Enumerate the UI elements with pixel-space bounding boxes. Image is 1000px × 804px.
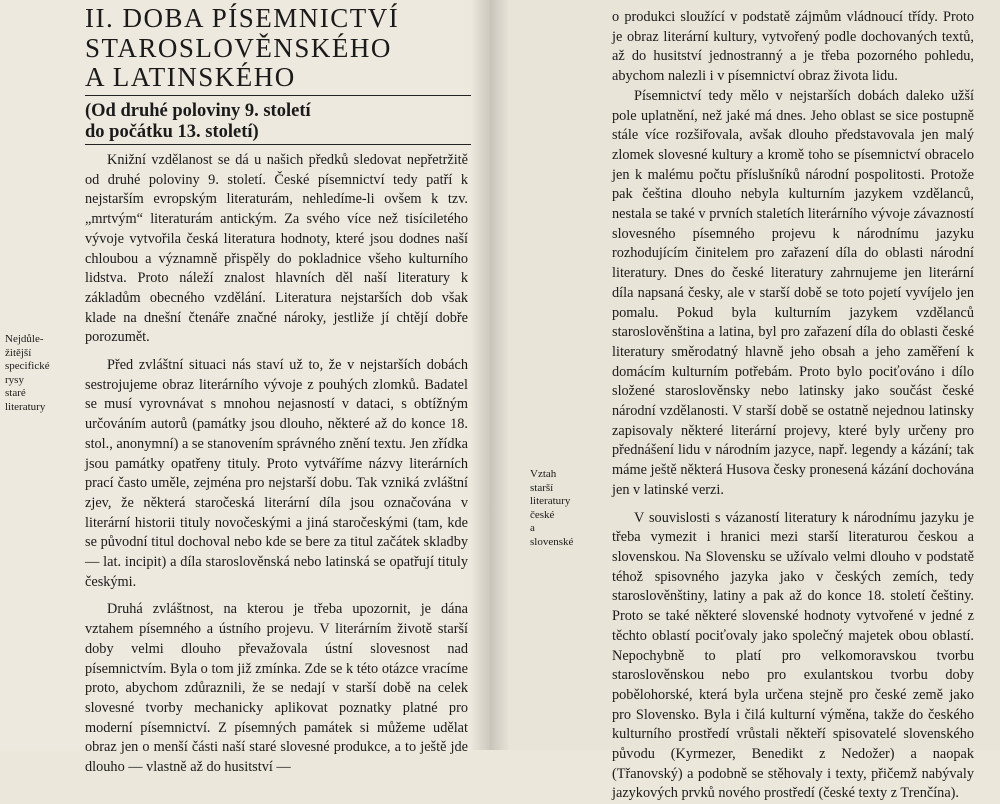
right-page-text	[612, 8, 974, 804]
marginal-left-line: literatury	[5, 400, 46, 413]
paragraph: Před zvláštní situaci nás staví už to, že v nejstarších dobách sestrojujeme obraz literárního vývoje z pouhých zlomků. Badatel se musí vyrovnávat s mnohou nejasností v dataci, s obtížným určováním autorů (památky jsou dlouho, některé až do konce 18. stol., anonymní) a se stanovením správného znění textu. Jen zřídka jsou památky opatřeny tituly. Proto vytváříme názvy literárních prací často uměle, zejména pro nejstarší dobu. Tak vzniká zvláštní zjev, že některá staročeská literární díla jsou označována v literární historii tituly novočeskými a jiná staročeskými (tam, kde se původní titul dochoval nebo kde se bere za titul začátek skladby — lat. incipit) a díla staroslověnská nebo latinská se opatřují tituly českými.	[85, 357, 468, 590]
left-page	[0, 0, 490, 776]
marginal-left-line: staré	[5, 387, 26, 399]
paragraph: Druhá zvláštnost, na kterou je třeba upozornit, je dána vztahem písemného a ústního projevu. V literárním životě starší doby velmi dlouho převažovala ústní slovesnost nad písemnictvím. Byla o tom již zmínka. Zde se k této otázce vracíme proto, abychom zdůraznili, že se nedají v starší době na celek slovesné tvorby mechanicky aplikovat poznatky platné pro moderní písemnictví. Z písemných památek si můžeme udělat obraz jen o menší části naší staré slovesné produkce, a to ještě jde dlouho — vlastně až do husitství —	[85, 601, 468, 776]
chapter-title	[85, 4, 475, 93]
marginal-right-line: slovenské	[530, 535, 574, 548]
marginal-note-left	[5, 333, 75, 414]
marginal-note-right	[530, 468, 600, 549]
chapter-title-line-3: A LATINSKÉHO	[85, 62, 296, 92]
left-page-text	[85, 151, 468, 778]
marginal-left-line: rysy	[5, 373, 24, 386]
paragraph: Knižní vzdělanost se dá u našich předků sledovat nepřetržitě od druhé poloviny 9. století. České písemnictví tedy patří k nejstarším evropským literaturám, nehledíme-li ovšem k tzv. „mrtvým“ literaturám antickým. Za svého více než tisíciletého vývoje vytvořila česká literatura hodnoty, které jsou dodnes naší chloubou a významně přispěly do pokladnice všeho kulturního lidstva. Proto náleží znalost hlavních děl naší literatury k základům obecného vzdělání. Literatura nejstarších dob však klade na dnešní čtenáře značné nároky, jestliže jí chtějí dobře porozumět.	[85, 152, 468, 346]
marginal-left-line: Nejdůle-	[5, 333, 44, 345]
marginal-right-line: Vztah	[530, 468, 557, 480]
paragraph: V souvislosti s vázaností literatury k národnímu jazyku je třeba vymezit i hranici mezi starší literaturou českou a slovenskou. Na Slovensku se užívalo velmi dlouho v podstatě téhož spisovného jazyka jako v českých zemích, tedy staroslověnštiny, latiny a pak až do konce 18. století češtiny. Proto se také některé slovenské hodnoty vytvořené v jedné z těchto oblastí pociťovaly jako společný majetek obou oblastí. Nepochybně to platí pro velkomoravskou tvorbu staroslověnskou nebo pro exulantskou tvorbu doby pobělohorské, která byla určena stejně pro české země jako pro Slovensko. Byla i čilá kulturní výměna, takže do českého kulturního prostředí vrůstali někteří spisovatelé slovenského původu (Kyrmezer, Benedikt z Nedožer) a naopak (Třanovský) a podobně se stěhovaly i texty, přičemž nabývaly jazykových prvků nového prostředí (české texty z Trenčína).	[612, 509, 974, 802]
chapter-subtitle	[85, 101, 465, 143]
chapter-title-line-1: II. DOBA PÍSEMNICTVÍ	[85, 3, 400, 33]
chapter-title-line-2: STAROSLOVĚNSKÉHO	[85, 32, 392, 63]
subtitle-line-2: do počátku 13. století)	[85, 122, 259, 142]
book-gutter	[470, 0, 510, 750]
marginal-right-line: literatury	[530, 495, 571, 507]
subtitle-rule	[85, 144, 471, 145]
marginal-right-line: české	[530, 508, 555, 521]
marginal-left-line: specifické	[5, 360, 50, 372]
title-rule	[85, 95, 471, 96]
marginal-right-line: starší	[530, 481, 554, 494]
marginal-right-line: a	[530, 522, 535, 534]
marginal-left-line: žitější	[5, 346, 32, 359]
paragraph: o produkci sloužící v podstatě zájmům vládnoucí třídy. Proto je obraz literární kultury, vytvořený podle dochovaných textů, až do husitství jednostranný a je třeba pozorného pohledu, abychom nalezli i v písemnictví obraz života lidu.	[612, 9, 974, 85]
paragraph: Písemnictví tedy mělo v nejstarších dobách daleko užší pole uplatnění, než jaké má dnes. Jeho oblast se sice postupně stále více rozšiřovala, avšak dlouho představovala jen malý zlomek slovesné kultury a kromě toho se písemnictví obracelo jen k malému počtu příslušníků národní pospolitosti. Protože pak čeština dlouho nebyla kulturním jazykem vzdělanců, nestala se také v prvních staletích literárního vývoje závazností slovesného písemného projevu k národnímu jazyku rozhodujícím činitelem pro zařazení díla do oblasti národní literatury. Dnes do české literatury zahrnujeme jen literární díla napsaná česky, ale v starší době se toto pojetí vyvíjelo jen pomalu. Pokud byla kulturním jazykem vzdělanců staroslověnština a latina, byl pro zařazení díla do oblasti české literatury směrodatný hlavně jeho obsah a jeho zaměření k domácím kulturním potřebám. Proto bylo pociťováno i dílo složené staroslověnsky nebo latinsky jako součást české národní vzdělanosti. V starší době se ostatně nejednou latinsky zapisovaly některé literární projevy, které byly určeny pro přednášení lidu v národním jazyce, např. legendy a kázání; tak máme ještě některá Husova česky pronesená kázání dochována jen v latinské verzi.	[612, 87, 974, 498]
subtitle-line-1: (Od druhé poloviny 9. století	[85, 101, 311, 121]
